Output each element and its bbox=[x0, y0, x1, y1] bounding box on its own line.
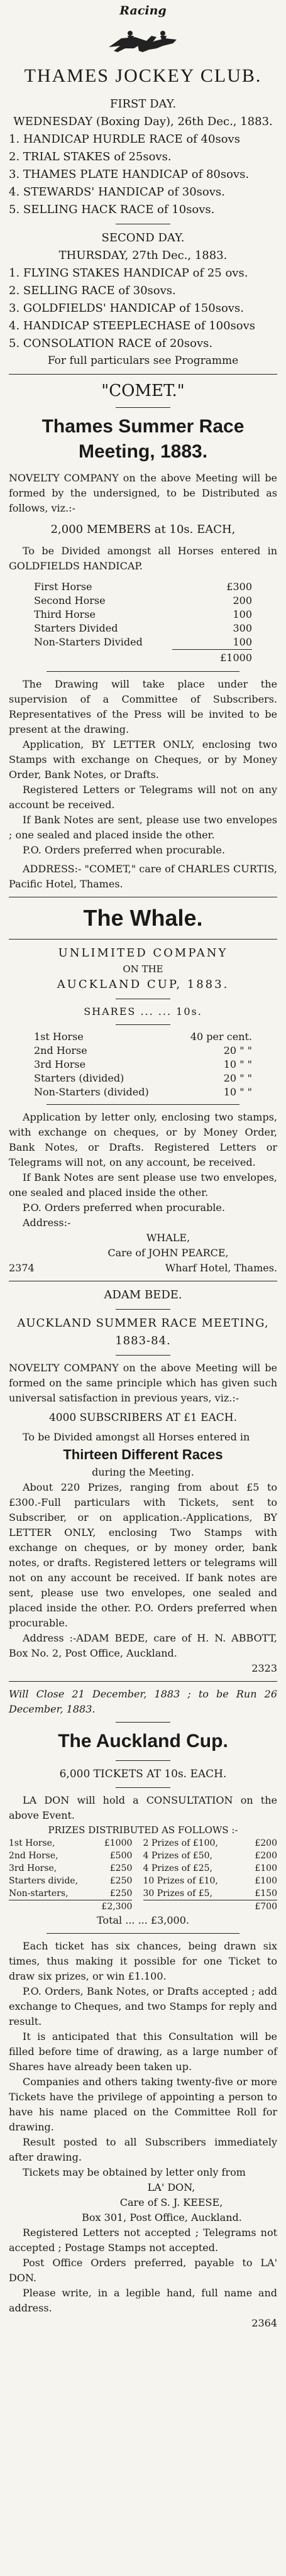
cup-ref: 2364 bbox=[251, 2317, 277, 2329]
whale-paragraph: P.O. Orders preferred when procurable. bbox=[23, 1202, 225, 1214]
prize-label: 1st Horse bbox=[34, 1031, 84, 1043]
section-header: Racing bbox=[119, 4, 167, 18]
first-day-title: FIRST DAY. bbox=[109, 97, 177, 111]
table-row bbox=[34, 1058, 252, 1072]
cup-signer: LA' DON, bbox=[147, 2181, 195, 2193]
whale-intro-line2: ON THE bbox=[123, 963, 163, 975]
prize-value: £100 bbox=[255, 1863, 277, 1873]
divider bbox=[116, 1722, 170, 1723]
divider bbox=[116, 1024, 170, 1025]
table-row bbox=[34, 1044, 252, 1058]
adam-during: during the Meeting. bbox=[92, 1466, 194, 1478]
race-item: 3. GOLDFIELDS' HANDICAP of 150sovs. bbox=[9, 302, 244, 315]
prize-value: £250 bbox=[109, 1888, 133, 1899]
adam-title: AUCKLAND SUMMER RACE MEETING, 1883-84. bbox=[17, 1317, 269, 1347]
table-row bbox=[9, 1875, 132, 1887]
second-day-date: THURSDAY, 27th Dec., 1883. bbox=[58, 249, 228, 262]
prize-value: £300 bbox=[226, 581, 252, 593]
comet-intro-text: NOVELTY COMPANY on the above Meeting will be formed by the undersigned, to be Distributed as follows, viz.:- bbox=[9, 472, 277, 514]
prize-value: £250 bbox=[109, 1863, 133, 1873]
programme-note: For full particulars see Programme bbox=[47, 354, 239, 367]
prize-value: 100 bbox=[233, 608, 252, 620]
adam-address: Address :-ADAM BEDE, care of H. N. ABBOTT, Box No. 2, Post Office, Auckland. bbox=[9, 1632, 277, 1659]
prize-subtotal: £2,300 bbox=[101, 1902, 133, 1912]
prize-label: Starters Divided bbox=[34, 622, 118, 634]
prize-value: £150 bbox=[255, 1888, 277, 1899]
whale-paragraph: Application by letter only, enclosing two stamps, with exchange on cheques, or by Money Order, Bank Notes, or Drafts. Registered Letters or Telegrams will not, on any account, be received. bbox=[9, 1111, 277, 1168]
divider bbox=[9, 939, 277, 940]
whale-address-label: Address:- bbox=[23, 1217, 71, 1229]
whale-footer bbox=[9, 1261, 277, 1276]
comet-paragraph: Registered Letters or Telegrams will not on any account be received. bbox=[9, 784, 277, 811]
prize-subtotal: £700 bbox=[255, 1902, 277, 1912]
prize-label: 3rd Horse, bbox=[9, 1863, 57, 1873]
cup-paragraph: Companies and others taking twenty-five or more Tickets have the privilege of appointing a person to have his name placed on the Committee Roll for drawing. bbox=[9, 2076, 277, 2133]
cup-paragraph: Each ticket has six chances, being drawn six times, thus making it possible for one Ticket to draw six prizes, or win £1.100. bbox=[9, 1940, 277, 1982]
divider bbox=[47, 1933, 239, 1934]
whale-paragraph: If Bank Notes are sent please use two envelopes, one sealed and placed inside the other. bbox=[9, 1171, 277, 1198]
prize-value: £500 bbox=[109, 1851, 133, 1861]
race-item: 5. CONSOLATION RACE of 20sovs. bbox=[9, 337, 213, 350]
prize-label: Starters divide, bbox=[9, 1876, 79, 1886]
second-day-title: SECOND DAY. bbox=[101, 231, 185, 244]
adam-races: Thirteen Different Races bbox=[63, 1447, 223, 1462]
adam-paragraph: About 220 Prizes, ranging from about £5 to £300.-Full particulars with Tickets, sent to Subscriber, or on application.-Applications, BY LETTER ONLY, enclosing Two Stamps with exchange on cheques, or by money order, bank notes, or drafts. Registered letters or telegrams will not on any account be received. If bank notes are sent, please use two envelopes, one sealed and placed inside the other. P.O. Orders preferred when procurable. bbox=[9, 1481, 277, 1629]
second-day-races bbox=[9, 265, 277, 353]
table-row bbox=[34, 635, 252, 649]
race-item: 4. STEWARDS' HANDICAP of 30sovs. bbox=[9, 185, 225, 199]
table-row bbox=[143, 1850, 278, 1862]
divider bbox=[116, 1760, 170, 1761]
prize-label: Non-starters, bbox=[9, 1888, 69, 1899]
cup-box: Box 301, Post Office, Auckland. bbox=[82, 2212, 242, 2223]
table-row bbox=[9, 1900, 132, 1913]
table-row bbox=[9, 1862, 132, 1875]
comet-prize-table bbox=[9, 580, 277, 665]
table-row bbox=[143, 1837, 278, 1850]
comet-paragraph: The Drawing will take place under the supervision of a Committee of Subscribers. Representatives of the Press will be invited to be present at the drawing. bbox=[9, 678, 277, 735]
cup-tickets: 6,000 TICKETS AT 10s. EACH. bbox=[59, 1768, 227, 1780]
prize-label: 2 Prizes of £100, bbox=[143, 1838, 218, 1848]
comet-headline: Thames Summer Race Meeting, 1883. bbox=[41, 416, 245, 462]
cup-paragraph: It is anticipated that this Consultation will be filled before time of drawing, as a large number of Shares have already been taken up. bbox=[9, 2031, 277, 2073]
race-item: 2. SELLING RACE of 30sovs. bbox=[9, 284, 176, 297]
racehorse-icon bbox=[102, 23, 184, 56]
adam-subscribers: 4000 SUBSCRIBERS AT £1 EACH. bbox=[48, 1411, 238, 1424]
prize-value: 10 " " bbox=[223, 1058, 252, 1070]
table-row bbox=[9, 1850, 132, 1862]
racehorse-illustration bbox=[9, 18, 277, 62]
prize-label: 2nd Horse bbox=[34, 1044, 87, 1056]
cup-paragraph: Post Office Orders preferred, payable to LA' DON. bbox=[9, 2257, 277, 2284]
whale-hotel: Wharf Hotel, Thames. bbox=[165, 1262, 277, 1274]
prize-label: 30 Prizes of £5, bbox=[143, 1888, 212, 1899]
table-row bbox=[34, 1030, 252, 1044]
adam-header: ADAM BEDE. bbox=[104, 1288, 182, 1302]
table-row bbox=[143, 1887, 278, 1900]
table-row bbox=[34, 594, 252, 608]
cup-prize-col-left bbox=[9, 1837, 132, 1913]
adam-intro: NOVELTY COMPANY on the above Meeting will be formed on the same principle which has given such universal satisfaction in previous years, viz.:- bbox=[9, 1362, 277, 1404]
table-row bbox=[172, 649, 252, 665]
race-item: 4. HANDICAP STEEPLECHASE of 100sovs bbox=[9, 319, 256, 332]
cup-close: Will Close 21 December, 1883 ; to be Run 26 December, 1883. bbox=[9, 1688, 277, 1715]
divider bbox=[9, 374, 277, 375]
whale-shares: SHARES ... ... 10s. bbox=[84, 1006, 202, 1017]
prize-value: 20 " " bbox=[223, 1044, 252, 1056]
prize-label: Non-Starters (divided) bbox=[34, 1086, 149, 1098]
cup-intro: LA DON will hold a CONSULTATION on the above Event. bbox=[9, 1794, 277, 1821]
comet-intro bbox=[9, 471, 277, 516]
thames-jockey-club-title: THAMES JOCKEY CLUB. bbox=[24, 65, 262, 86]
comet-paragraph: P.O. Orders preferred when procurable. bbox=[23, 844, 225, 856]
comet-paragraph: If Bank Notes are sent, please use two envelopes ; one sealed and placed inside the other. bbox=[9, 814, 277, 841]
race-item: 3. THAMES PLATE HANDICAP of 80sovs. bbox=[9, 168, 250, 181]
prize-value: 10 " " bbox=[223, 1086, 252, 1098]
divider bbox=[116, 1787, 170, 1788]
race-item: 1. FLYING STAKES HANDICAP of 25 ovs. bbox=[9, 266, 248, 280]
whale-prize-table bbox=[9, 1030, 277, 1099]
table-row bbox=[9, 1887, 132, 1900]
race-item: 5. SELLING HACK RACE of 10sovs. bbox=[9, 203, 215, 216]
cup-care: Care of S. J. KEESE, bbox=[119, 2196, 223, 2208]
divider bbox=[116, 407, 170, 408]
prize-value: 20 " " bbox=[223, 1072, 252, 1084]
comet-paragraph: Application, BY LETTER ONLY, enclosing two Stamps with exchange on Cheques, or by Money Order, Bank Notes, or Drafts. bbox=[9, 738, 277, 781]
whale-headline: The Whale. bbox=[83, 905, 203, 931]
prize-value: £1000 bbox=[104, 1838, 133, 1848]
prize-value: £100 bbox=[255, 1876, 277, 1886]
prize-label: Non-Starters Divided bbox=[34, 636, 143, 648]
prize-label: Starters (divided) bbox=[34, 1072, 124, 1084]
prize-value: £250 bbox=[109, 1876, 133, 1886]
whale-intro-line3: AUCKLAND CUP, 1883. bbox=[57, 978, 229, 991]
cup-total: Total ... ... £3,000. bbox=[97, 1914, 189, 1926]
cup-prizes-heading: PRIZES DISTRIBUTED AS FOLLOWS :- bbox=[48, 1824, 238, 1836]
divider bbox=[47, 1104, 239, 1105]
prize-label: Second Horse bbox=[34, 595, 106, 606]
adam-ref: 2323 bbox=[251, 1662, 277, 1674]
prize-value: £200 bbox=[255, 1838, 277, 1848]
table-row bbox=[34, 1085, 252, 1099]
divider bbox=[116, 1355, 170, 1356]
comet-members: 2,000 MEMBERS at 10s. EACH, bbox=[50, 523, 236, 536]
table-row bbox=[34, 1072, 252, 1085]
divider bbox=[47, 671, 239, 672]
table-row bbox=[143, 1875, 278, 1887]
cup-paragraph: Please write, in a legible hand, full name and address. bbox=[9, 2287, 277, 2314]
prize-value: 100 bbox=[233, 636, 252, 648]
first-day-races bbox=[9, 131, 277, 219]
prize-label: 3rd Horse bbox=[34, 1058, 86, 1070]
prize-label: 4 Prizes of £25, bbox=[143, 1863, 212, 1873]
prize-label: 2nd Horse, bbox=[9, 1851, 58, 1861]
prize-value: 300 bbox=[233, 622, 252, 634]
prize-label: 10 Prizes of £10, bbox=[143, 1876, 218, 1886]
prize-label: 1st Horse, bbox=[9, 1838, 55, 1848]
prize-label: Third Horse bbox=[34, 608, 96, 620]
adam-divided: To be Divided amongst all Horses entered in bbox=[23, 1431, 250, 1443]
prize-value: 200 bbox=[233, 595, 252, 606]
cup-paragraph: Registered Letters not accepted ; Telegrams not accepted ; Postage Stamps not accepted. bbox=[9, 2227, 277, 2254]
cup-prize-col-right bbox=[143, 1837, 278, 1913]
table-row bbox=[143, 1862, 278, 1875]
prize-value: 40 per cent. bbox=[190, 1031, 252, 1043]
table-row bbox=[143, 1900, 278, 1913]
prize-total: £1000 bbox=[220, 652, 252, 664]
cup-paragraph: Tickets may be obtained by letter only from bbox=[23, 2166, 246, 2178]
divider bbox=[116, 1309, 170, 1310]
cup-headline: The Auckland Cup. bbox=[58, 1731, 228, 1751]
comet-divided: To be Divided amongst all Horses entered in GOLDFIELDS HANDICAP. bbox=[9, 545, 277, 572]
prize-label: First Horse bbox=[34, 581, 92, 593]
cup-paragraph: P.O. Orders, Bank Notes, or Drafts accepted ; add exchange to Cheques, and two Stamps for reply and result. bbox=[9, 1985, 277, 2027]
divider bbox=[9, 1681, 277, 1682]
cup-paragraph: Result posted to all Subscribers immediately after drawing. bbox=[9, 2136, 277, 2163]
first-day-date: WEDNESDAY (Boxing Day), 26th Dec., 1883. bbox=[13, 115, 273, 128]
prize-value: £200 bbox=[255, 1851, 277, 1861]
comet-address: ADDRESS:- "COMET," care of CHARLES CURTIS, Pacific Hotel, Thames. bbox=[9, 863, 277, 890]
cup-prize-table bbox=[9, 1837, 277, 1913]
prize-label: 4 Prizes of £50, bbox=[143, 1851, 212, 1861]
race-item: 1. HANDICAP HURDLE RACE of 40sovs bbox=[9, 133, 240, 146]
table-row bbox=[34, 622, 252, 635]
whale-intro-line1: UNLIMITED COMPANY bbox=[58, 946, 228, 960]
table-row bbox=[9, 1837, 132, 1850]
table-row bbox=[34, 608, 252, 622]
race-item: 2. TRIAL STAKES of 25sovs. bbox=[9, 150, 172, 163]
whale-ref: 2374 bbox=[9, 1262, 35, 1274]
whale-signer: WHALE, bbox=[146, 1232, 190, 1244]
whale-care: Care of JOHN PEARCE, bbox=[107, 1247, 229, 1259]
comet-name: "COMET." bbox=[101, 381, 185, 400]
table-row bbox=[34, 580, 252, 594]
